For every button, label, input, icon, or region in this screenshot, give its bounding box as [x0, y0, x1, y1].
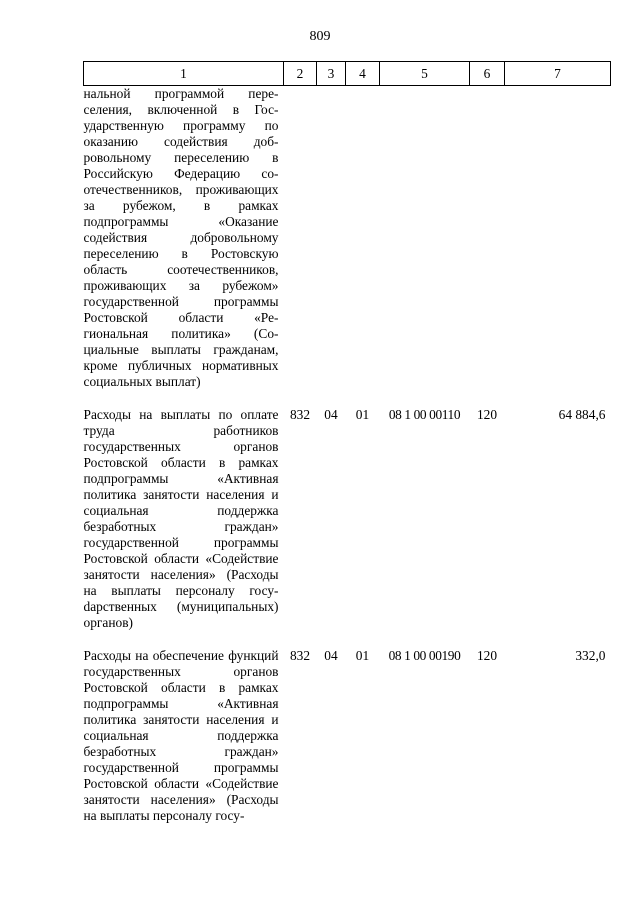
row-target-code: 08 1 00 00110 — [388, 407, 461, 422]
row-amount: 332,0 — [575, 648, 606, 663]
column-header-4: 4 — [346, 62, 380, 86]
row-admin-code — [284, 86, 317, 391]
row-section-code: 04 — [324, 407, 338, 422]
column-header-1: 1 — [84, 62, 284, 86]
table-header-row — [84, 62, 611, 86]
row-admin-code: 832 — [289, 648, 311, 663]
column-header-7: 7 — [505, 62, 611, 86]
row-subsection-code: 01 — [355, 407, 370, 422]
row-target-code: 08 1 00 00190 — [388, 648, 461, 663]
row-target-code — [380, 86, 470, 391]
row-amount: 64 884,6 — [558, 407, 606, 422]
column-header-6: 6 — [470, 62, 505, 86]
page-number: 809 — [309, 29, 331, 44]
row-section-code — [317, 86, 346, 391]
row-section-code: 04 — [324, 648, 338, 663]
column-header-5: 5 — [380, 62, 470, 86]
column-header-3: 3 — [317, 62, 346, 86]
column-header-2: 2 — [284, 62, 317, 86]
row-expense-type: 120 — [476, 648, 498, 663]
row-description: Расходы на обеспечение функций государственных органов Ростовской области в рамках подпрограммы «Активная политика занятости населения и социальная поддержка безработных граждан» государственной программы Ростовской области «Содействие занятости населения» (Расходы на выплаты персоналу госу- — [83, 648, 279, 823]
row-expense-type: 120 — [476, 407, 498, 422]
row-spacer — [84, 390, 611, 407]
table-row — [84, 86, 611, 391]
table-row — [84, 407, 611, 631]
row-expense-type — [470, 86, 505, 391]
row-admin-code: 832 — [289, 407, 311, 422]
row-subsection-code — [346, 86, 380, 391]
budget-table — [83, 61, 611, 824]
row-amount — [505, 86, 611, 391]
table-row — [84, 648, 611, 824]
row-description: Расходы на выплаты по оплате труда работников государственных органов Ростовской области в рамках подпрограммы «Активная политика занятости населения и социальная поддержка безработных граждан» государственной программы Ростовской области «Содействие занятости населения» (Расходы на выплаты персоналу госуdарственных (муниципальных) органов) — [83, 407, 279, 630]
row-spacer — [84, 631, 611, 648]
row-subsection-code: 01 — [355, 648, 370, 663]
row-description: нальной программой переселения, включенной в Государственную программу по оказанию содействия добровольному переселению в Российскую Федерацию соотечественников, проживающих за рубежом, в рамках подпрограммы «Оказание содействия добровольному переселению в Ростовскую область соотечественников, проживающих за рубежом» государственной программы Ростовской области «Региональная политика» (Социальные выплаты гражданам, кроме публичных нормативных социальных выплат) — [83, 86, 279, 389]
